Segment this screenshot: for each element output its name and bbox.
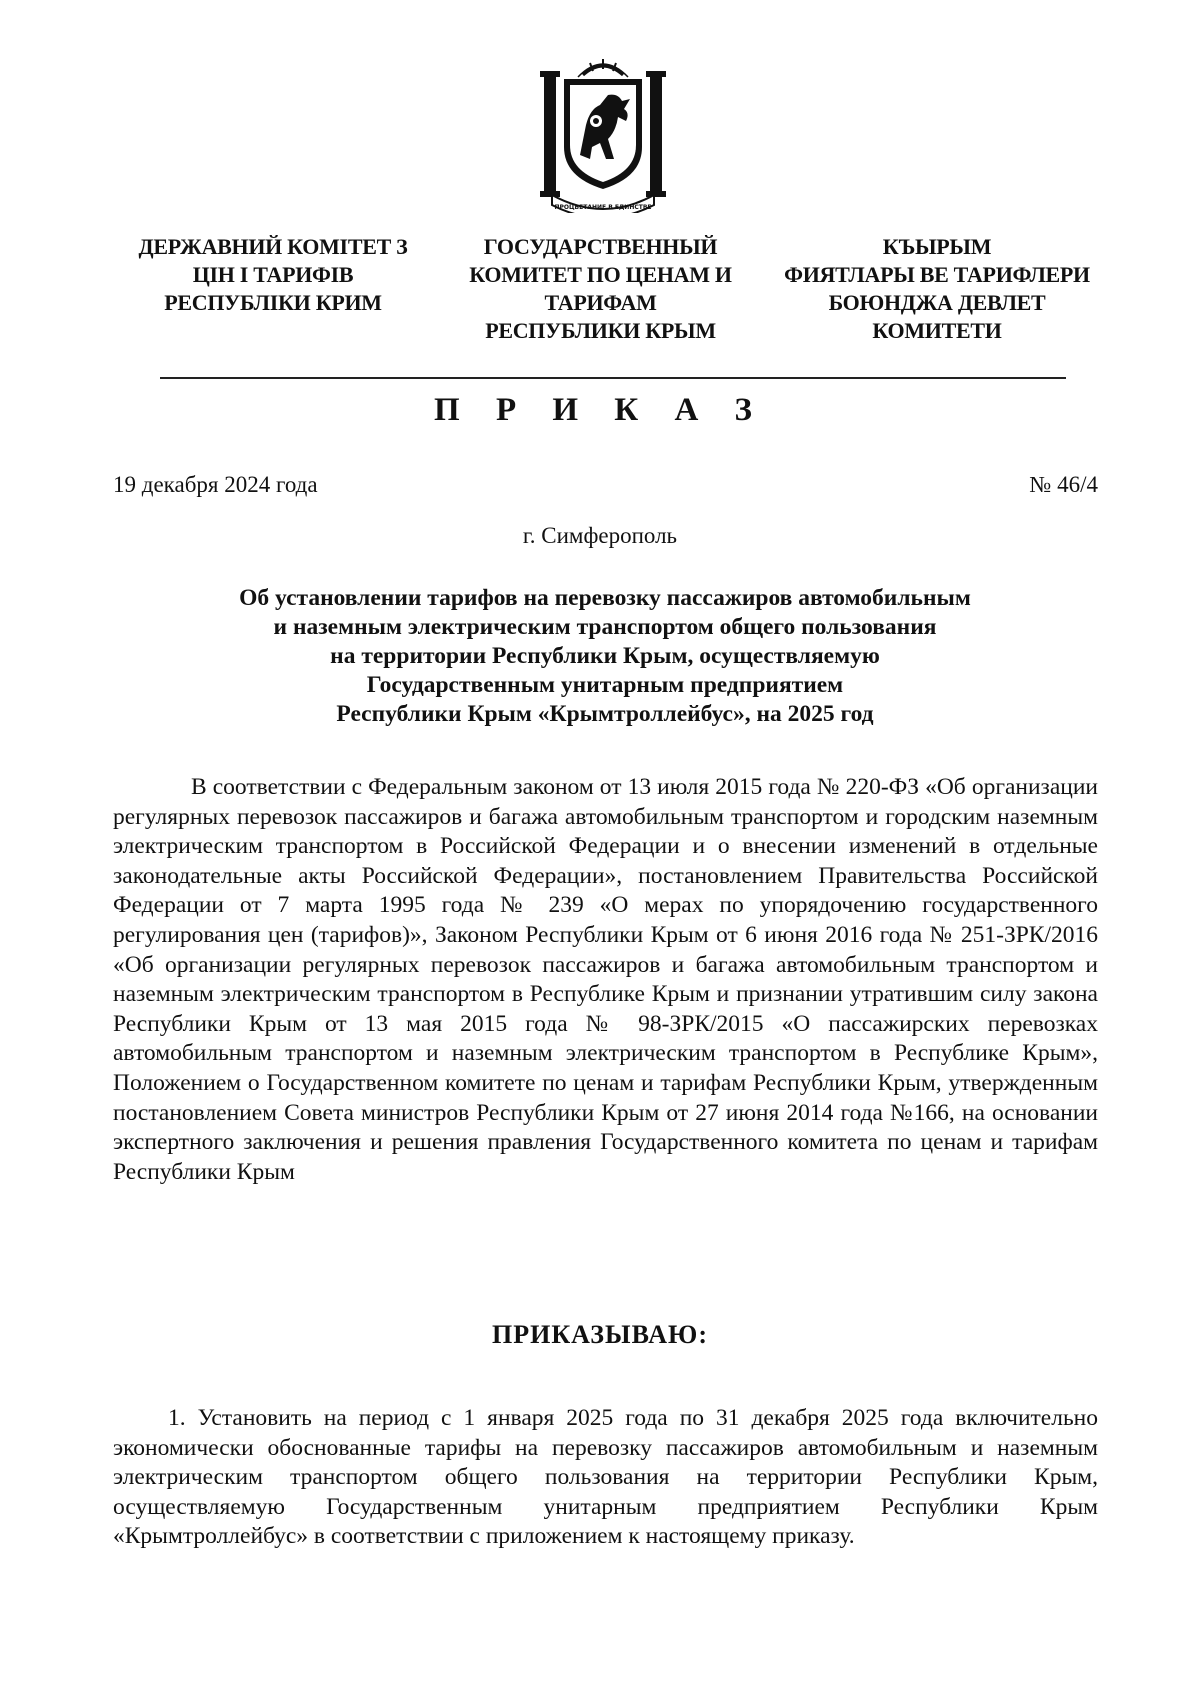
subject-line: на территории Республики Крым, осуществляемую <box>330 643 880 669</box>
document-type-title: П Р И К А З <box>434 392 766 428</box>
header-ukrainian <box>118 233 428 317</box>
crimea-coat-of-arms-icon <box>538 55 668 213</box>
header-crimean-tatar-line: КОМИТЕТИ <box>872 318 1002 343</box>
header-ukrainian-line: ЦІН І ТАРИФІВ <box>192 262 354 287</box>
header-russian-line: ГОСУДАРСТВЕННЫЙ <box>483 234 718 259</box>
header-russian-line: РЕСПУБЛИКИ КРЫМ <box>485 318 716 343</box>
subject-line: и наземным электрическим транспортом общего пользования <box>273 614 937 640</box>
document-number: № 46/4 <box>1029 472 1098 497</box>
document-city: г. Симферополь <box>522 523 678 548</box>
header-russian <box>438 233 763 345</box>
header-russian-line: ТАРИФАМ <box>544 290 657 315</box>
document-subject <box>140 584 1070 729</box>
subject-line: Государственным унитарным предприятием <box>366 672 844 698</box>
header-divider <box>160 377 1066 379</box>
header-crimean-tatar-line: КЪЫРЫМ <box>882 234 992 259</box>
document-date: 19 декабря 2024 года <box>113 472 318 497</box>
emblem-motto: ПРОЦВЕТАНИЕ В ЕДИНСТВЕ <box>554 204 652 211</box>
header-crimean-tatar-line: БОЮНДЖА ДЕВЛЕТ <box>828 290 1046 315</box>
subject-line: Об установлении тарифов на перевозку пассажиров автомобильным <box>239 585 971 611</box>
preamble-paragraph: В соответствии с Федеральным законом от 13 июля 2015 года № 220-ФЗ «Об организации регулярных перевозок пассажиров и багажа автомобильным транспортом и городским наземным электрическим транспортом в Российской Федерации и о внесении изменений в отдельные законодательные акты Российской Федерации», постановлением Правительства Российской Федерации от 7 марта 1995 года № 239 «О мерах по упорядочению государственного регулирования цен (тарифов)», Законом Республики Крым от 6 июня 2016 года № 251-ЗРК/2016 «Об организации регулярных перевозок пассажиров и багажа автомобильным транспортом и наземным электрическим транспортом в Республике Крым и признании утратившим силу закона Республики Крым от 13 мая 2015 года № 98-ЗРК/2015 «О пассажирских перевозках автомобильным транспортом и наземным электрическим транспортом в Республике Крым», Положением о Государственном комитете по ценам и тарифам Республики Крым, утвержденным постановлением Совета министров Республики Крым от 27 июня 2014 года №166, на основании экспертного заключения и решения правления Государственного комитета по ценам и тарифам Республики Крым <box>113 774 1098 1185</box>
header-crimean-tatar <box>772 233 1102 345</box>
header-russian-line: КОМИТЕТ ПО ЦЕНАМ И <box>469 262 732 287</box>
header-ukrainian-line: РЕСПУБЛІКИ КРИМ <box>164 290 382 315</box>
clause-1-paragraph: 1. Установить на период с 1 января 2025 года по 31 декабря 2025 года включительно экономически обоснованные тарифы на перевозку пассажиров автомобильным и наземным электрическим транспортом общего пользования на территории Республики Крым, осуществляемую Государственным унитарным предприятием Республики Крым «Крымтроллейбус» в соответствии с приложением к настоящему приказу. <box>113 1405 1098 1550</box>
subject-line: Республики Крым «Крымтроллейбус», на 2025 год <box>336 701 874 727</box>
header-ukrainian-line: ДЕРЖАВНИЙ КОМІТЕТ З <box>138 234 408 259</box>
header-crimean-tatar-line: ФИЯТЛАРЫ ВЕ ТАРИФЛЕРИ <box>784 262 1090 287</box>
order-word: ПРИКАЗЫВАЮ: <box>492 1320 708 1349</box>
